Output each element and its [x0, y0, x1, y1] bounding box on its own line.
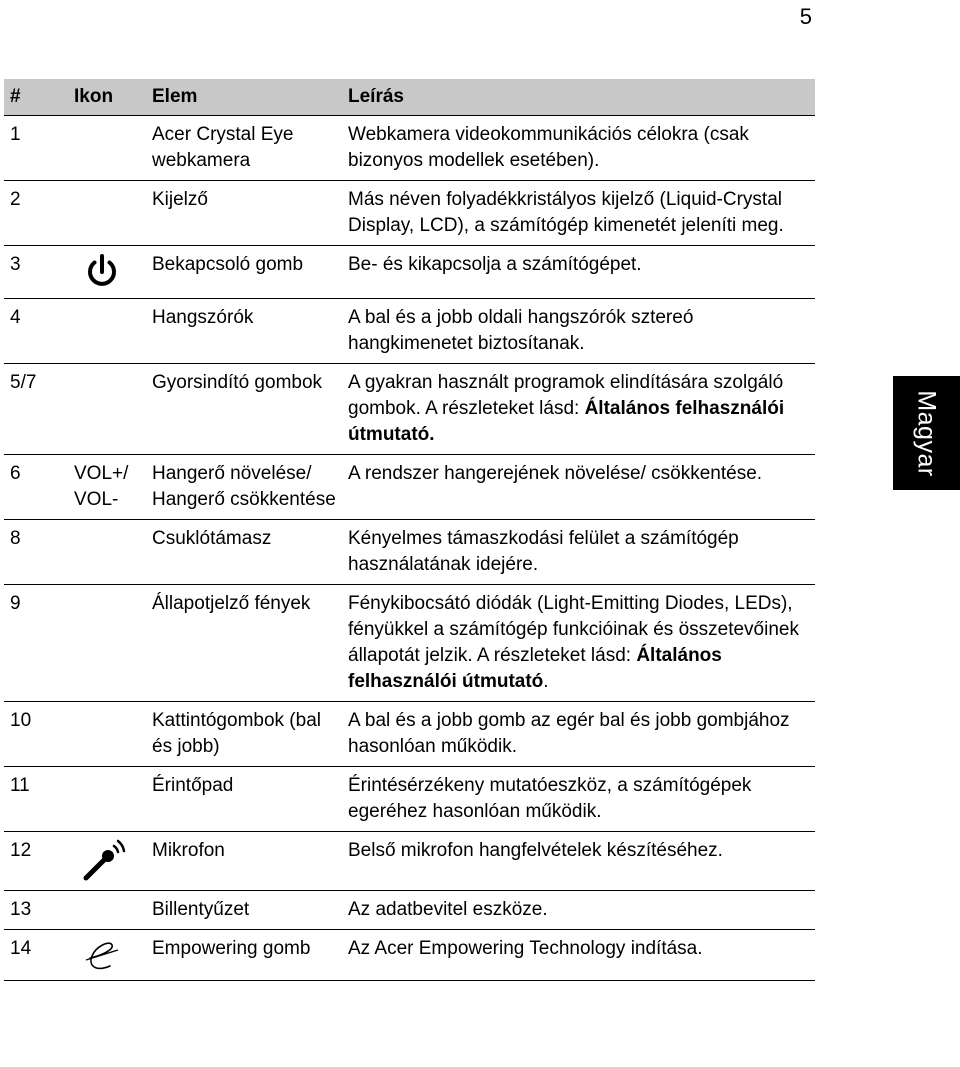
- table-row: [4, 246, 815, 299]
- row-icon: [68, 181, 146, 246]
- row-icon: [68, 702, 146, 767]
- table-row: [4, 702, 815, 767]
- row-elem: Gyorsindító gombok: [146, 364, 342, 455]
- row-elem: Kijelző: [146, 181, 342, 246]
- row-elem: Hangerő növelése/ Hangerő csökkentése: [146, 455, 342, 520]
- row-num: 11: [4, 767, 68, 832]
- desc-text: Fénykibocsátó diódák (Light-Emitting Diodes, LEDs), fényükkel a számítógép funkcióinak és összetevőinek állapotát jelzik. A részleteket lásd:: [348, 593, 799, 666]
- row-num: 6: [4, 455, 68, 520]
- row-num: 9: [4, 585, 68, 702]
- table-row: [4, 364, 815, 455]
- table-row: [4, 930, 815, 981]
- row-icon: [68, 767, 146, 832]
- header-elem: Elem: [146, 79, 342, 116]
- row-icon: [68, 930, 146, 981]
- row-desc: Be- és kikapcsolja a számítógépet.: [342, 246, 815, 299]
- row-elem: Állapotjelző fények: [146, 585, 342, 702]
- row-desc: Az Acer Empowering Technology indítása.: [342, 930, 815, 981]
- row-elem: Mikrofon: [146, 832, 342, 891]
- row-icon: [68, 299, 146, 364]
- row-desc: Belső mikrofon hangfelvételek készítéséhez.: [342, 832, 815, 891]
- row-icon: [68, 891, 146, 930]
- row-desc: [342, 364, 815, 455]
- desc-end: .: [543, 671, 549, 692]
- desc-bold-ref: Általános felhasználói útmutató: [348, 645, 722, 692]
- row-num: 1: [4, 116, 68, 181]
- language-tab-label: Magyar: [913, 389, 941, 477]
- row-elem: Empowering gomb: [146, 930, 342, 981]
- table-row: [4, 181, 815, 246]
- table-row: [4, 891, 815, 930]
- row-elem: Csuklótámasz: [146, 520, 342, 585]
- row-num: 3: [4, 246, 68, 299]
- power-icon: [74, 252, 134, 292]
- row-desc: Kényelmes támaszkodási felület a számítógép használatának idejére.: [342, 520, 815, 585]
- row-desc: A bal és a jobb oldali hangszórók sztereó hangkimenetet biztosítanak.: [342, 299, 815, 364]
- language-tab: [893, 376, 960, 490]
- row-num: 4: [4, 299, 68, 364]
- row-num: 12: [4, 832, 68, 891]
- row-elem: Hangszórók: [146, 299, 342, 364]
- row-elem: Kattintógombok (bal és jobb): [146, 702, 342, 767]
- row-num: 2: [4, 181, 68, 246]
- row-desc: Az adatbevitel eszköze.: [342, 891, 815, 930]
- row-elem: Acer Crystal Eye webkamera: [146, 116, 342, 181]
- table-row: [4, 832, 815, 891]
- row-icon-text: VOL+/ VOL-: [68, 455, 146, 520]
- empowering-e-icon: [74, 936, 134, 974]
- header-num: #: [4, 79, 68, 116]
- row-icon: [68, 116, 146, 181]
- row-desc: A bal és a jobb gomb az egér bal és jobb gombjához hasonlóan működik.: [342, 702, 815, 767]
- row-desc: A rendszer hangerejének növelése/ csökkentése.: [342, 455, 815, 520]
- row-icon: [68, 520, 146, 585]
- microphone-icon: [74, 838, 134, 884]
- desc-end: .: [429, 424, 435, 445]
- row-desc: [342, 585, 815, 702]
- row-elem: Billentyűzet: [146, 891, 342, 930]
- table-row: [4, 520, 815, 585]
- row-num: 5/7: [4, 364, 68, 455]
- row-num: 8: [4, 520, 68, 585]
- row-desc: Webkamera videokommunikációs célokra (csak bizonyos modellek esetében).: [342, 116, 815, 181]
- table-row: [4, 299, 815, 364]
- table-row: [4, 116, 815, 181]
- row-desc: Más néven folyadékkristályos kijelző (Liquid-Crystal Display, LCD), a számítógép kimenetét jeleníti meg.: [342, 181, 815, 246]
- row-num: 13: [4, 891, 68, 930]
- row-elem: Érintőpad: [146, 767, 342, 832]
- table-row: [4, 455, 815, 520]
- component-table: [4, 79, 815, 981]
- row-num: 10: [4, 702, 68, 767]
- row-icon: [68, 364, 146, 455]
- desc-bold-ref: Általános felhasználói útmutató: [348, 398, 785, 445]
- header-icon: Ikon: [68, 79, 146, 116]
- table-row: [4, 585, 815, 702]
- row-icon: [68, 585, 146, 702]
- row-icon: [68, 832, 146, 891]
- row-num: 14: [4, 930, 68, 981]
- row-desc: Érintésérzékeny mutatóeszköz, a számítógépek egeréhez hasonlóan működik.: [342, 767, 815, 832]
- row-icon: [68, 246, 146, 299]
- table-header-row: [4, 79, 815, 116]
- header-desc: Leírás: [342, 79, 815, 116]
- page-number: 5: [799, 4, 812, 29]
- row-elem: Bekapcsoló gomb: [146, 246, 342, 299]
- desc-text: A gyakran használt programok elindítására szolgáló gombok. A részleteket lásd:: [348, 372, 784, 419]
- table-row: [4, 767, 815, 832]
